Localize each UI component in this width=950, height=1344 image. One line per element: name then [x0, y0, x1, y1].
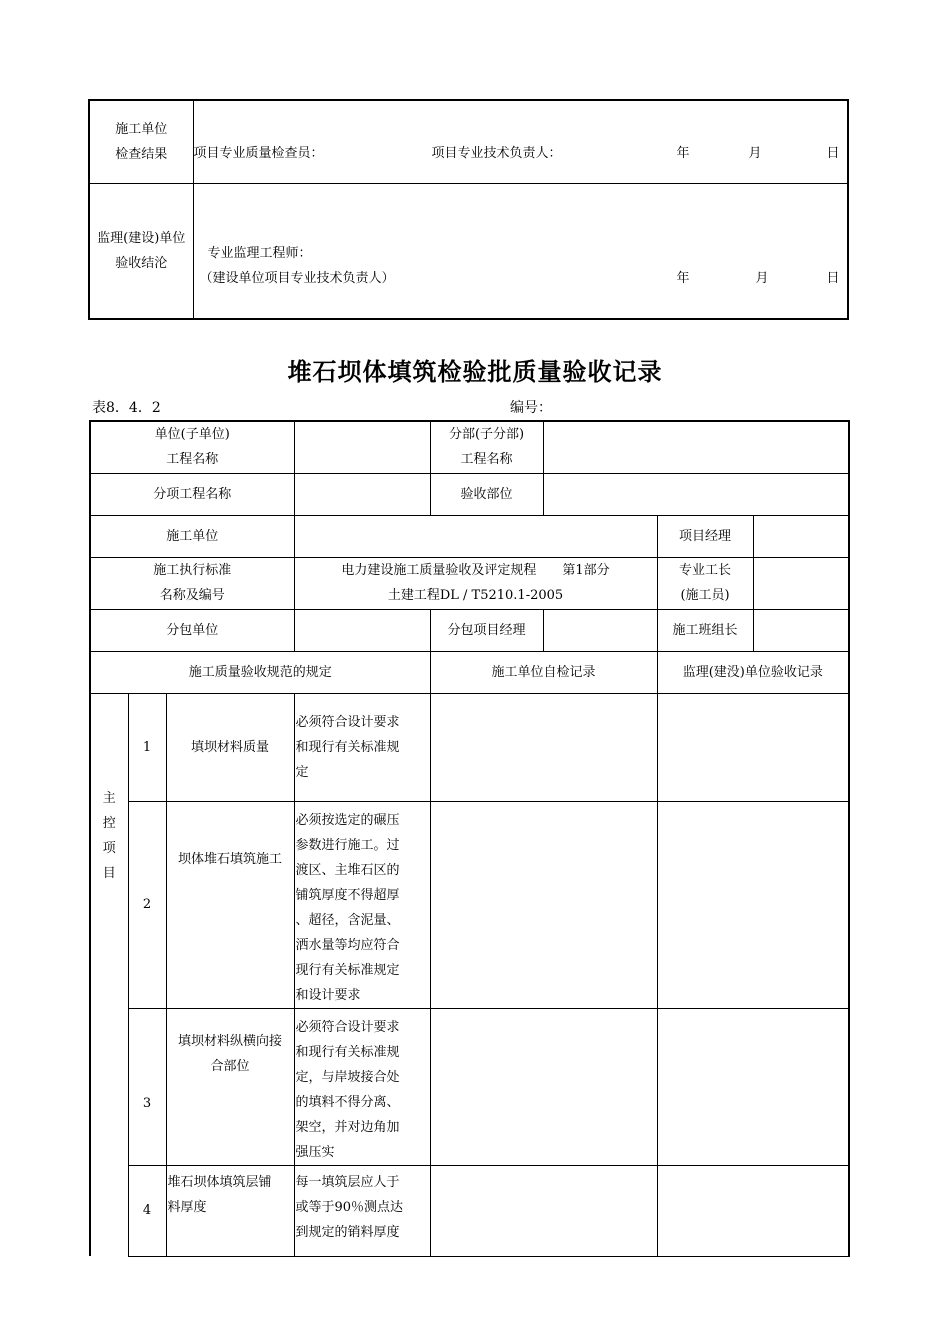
sub-project-manager-field[interactable]	[543, 609, 657, 651]
project-manager-field[interactable]	[753, 515, 849, 557]
item-name: 堆石坝体填筑层铺 料厚度	[166, 1165, 294, 1256]
item-name: 填坝材料质量	[166, 693, 294, 801]
subitem-name-field[interactable]	[294, 473, 430, 515]
construction-check-label: 施工单位 检查结果	[89, 100, 193, 183]
requirement: 每一填筑层应人于 或等于90％测点达 到规定的销料厚度	[294, 1165, 430, 1256]
foreman-field[interactable]	[753, 557, 849, 609]
quality-acceptance-table	[89, 420, 850, 1257]
construction-check-cell[interactable]	[193, 100, 848, 183]
month-label: 月	[755, 270, 769, 286]
construction-unit-label: 施工单位	[90, 515, 294, 557]
day-label: 日	[826, 270, 840, 286]
team-leader-label: 施工班组长	[657, 609, 753, 651]
item-name: 坝体堆石填筑施工	[166, 801, 294, 1008]
division-name-field[interactable]	[543, 421, 849, 473]
acceptance-location-label: 验收部位	[430, 473, 543, 515]
supervision-record-header: 监理(建没)单位验收记录	[657, 651, 849, 693]
serial-number-label: 编号：	[510, 400, 552, 416]
acceptance-location-field[interactable]	[543, 473, 849, 515]
project-manager-label: 项目经理	[657, 515, 753, 557]
quality-inspector-label: 项目专业质量检查员：	[193, 146, 324, 161]
division-name-label: 分部(子分部) 工程名称	[430, 421, 543, 473]
requirement: 必须符合设计要求 和现行有关标准规 定，与岸坡接合处 的填料不得分离、 架空，并对边角加 强压实	[294, 1008, 430, 1165]
unit-project-name-label: 单位(子单位) 工程名称	[90, 421, 294, 473]
supervision-engineer-label: 专业监理工程师：	[207, 245, 312, 261]
day-label: 日	[826, 146, 840, 161]
row-number: 1	[128, 693, 166, 801]
owner-tech-lead-label: （建设单位项目专业技术负责人）	[199, 270, 395, 286]
inspection-result-table	[88, 99, 849, 320]
team-leader-field[interactable]	[753, 609, 849, 651]
standard-value: 电力建设施工质量验收及评定规程 第1部分 土建工程DL / T5210.1-2005	[294, 557, 657, 609]
supervision-record[interactable]	[657, 1008, 849, 1165]
self-check-record[interactable]	[430, 1165, 657, 1256]
supervision-record[interactable]	[657, 801, 849, 1008]
year-label: 年	[676, 270, 690, 286]
spec-header: 施工质量验收规范的规定	[90, 651, 430, 693]
row-number: 3	[128, 1008, 166, 1165]
standard-label: 施工执行标准 名称及编号	[90, 557, 294, 609]
row-number: 2	[128, 801, 166, 1008]
year-label: 年	[676, 146, 690, 161]
table-number: 表8．4．2	[92, 400, 161, 416]
self-check-record[interactable]	[430, 1008, 657, 1165]
unit-project-name-field[interactable]	[294, 421, 430, 473]
main-items-label: 主 控 项 目	[90, 693, 128, 1256]
self-check-header: 施工单位自检记录	[430, 651, 657, 693]
supervision-record[interactable]	[657, 1165, 849, 1256]
requirement: 必须符合设计要求 和现行有关标准规 定	[294, 693, 430, 801]
supervision-conclusion-label: 监理(建设)单位 验收结沦	[89, 183, 193, 319]
item-name: 填坝材料纵横向接 合部位	[166, 1008, 294, 1165]
subcontractor-field[interactable]	[294, 609, 430, 651]
self-check-record[interactable]	[430, 693, 657, 801]
month-label: 月	[748, 146, 762, 161]
construction-unit-field[interactable]	[294, 515, 657, 557]
subcontractor-label: 分包单位	[90, 609, 294, 651]
foreman-label: 专业工长 (施工员)	[657, 557, 753, 609]
requirement: 必须按选定的碾压 参数进行施工。过 渡区、主堆石区的 铺筑厚度不得超厚 、超径，含泥量、 洒水量等均应符合 现行有关标准规定 和设计要求	[294, 801, 430, 1008]
self-check-record[interactable]	[430, 801, 657, 1008]
supervision-conclusion-cell[interactable]	[193, 183, 848, 319]
tech-lead-label: 项目专业技术负责人：	[431, 146, 562, 161]
sub-project-manager-label: 分包项目经理	[430, 609, 543, 651]
supervision-record[interactable]	[657, 693, 849, 801]
row-number: 4	[128, 1165, 166, 1256]
page-title: 堆石坝体填筑检验批质量验收记录	[287, 358, 663, 386]
subitem-name-label: 分项工程名称	[90, 473, 294, 515]
